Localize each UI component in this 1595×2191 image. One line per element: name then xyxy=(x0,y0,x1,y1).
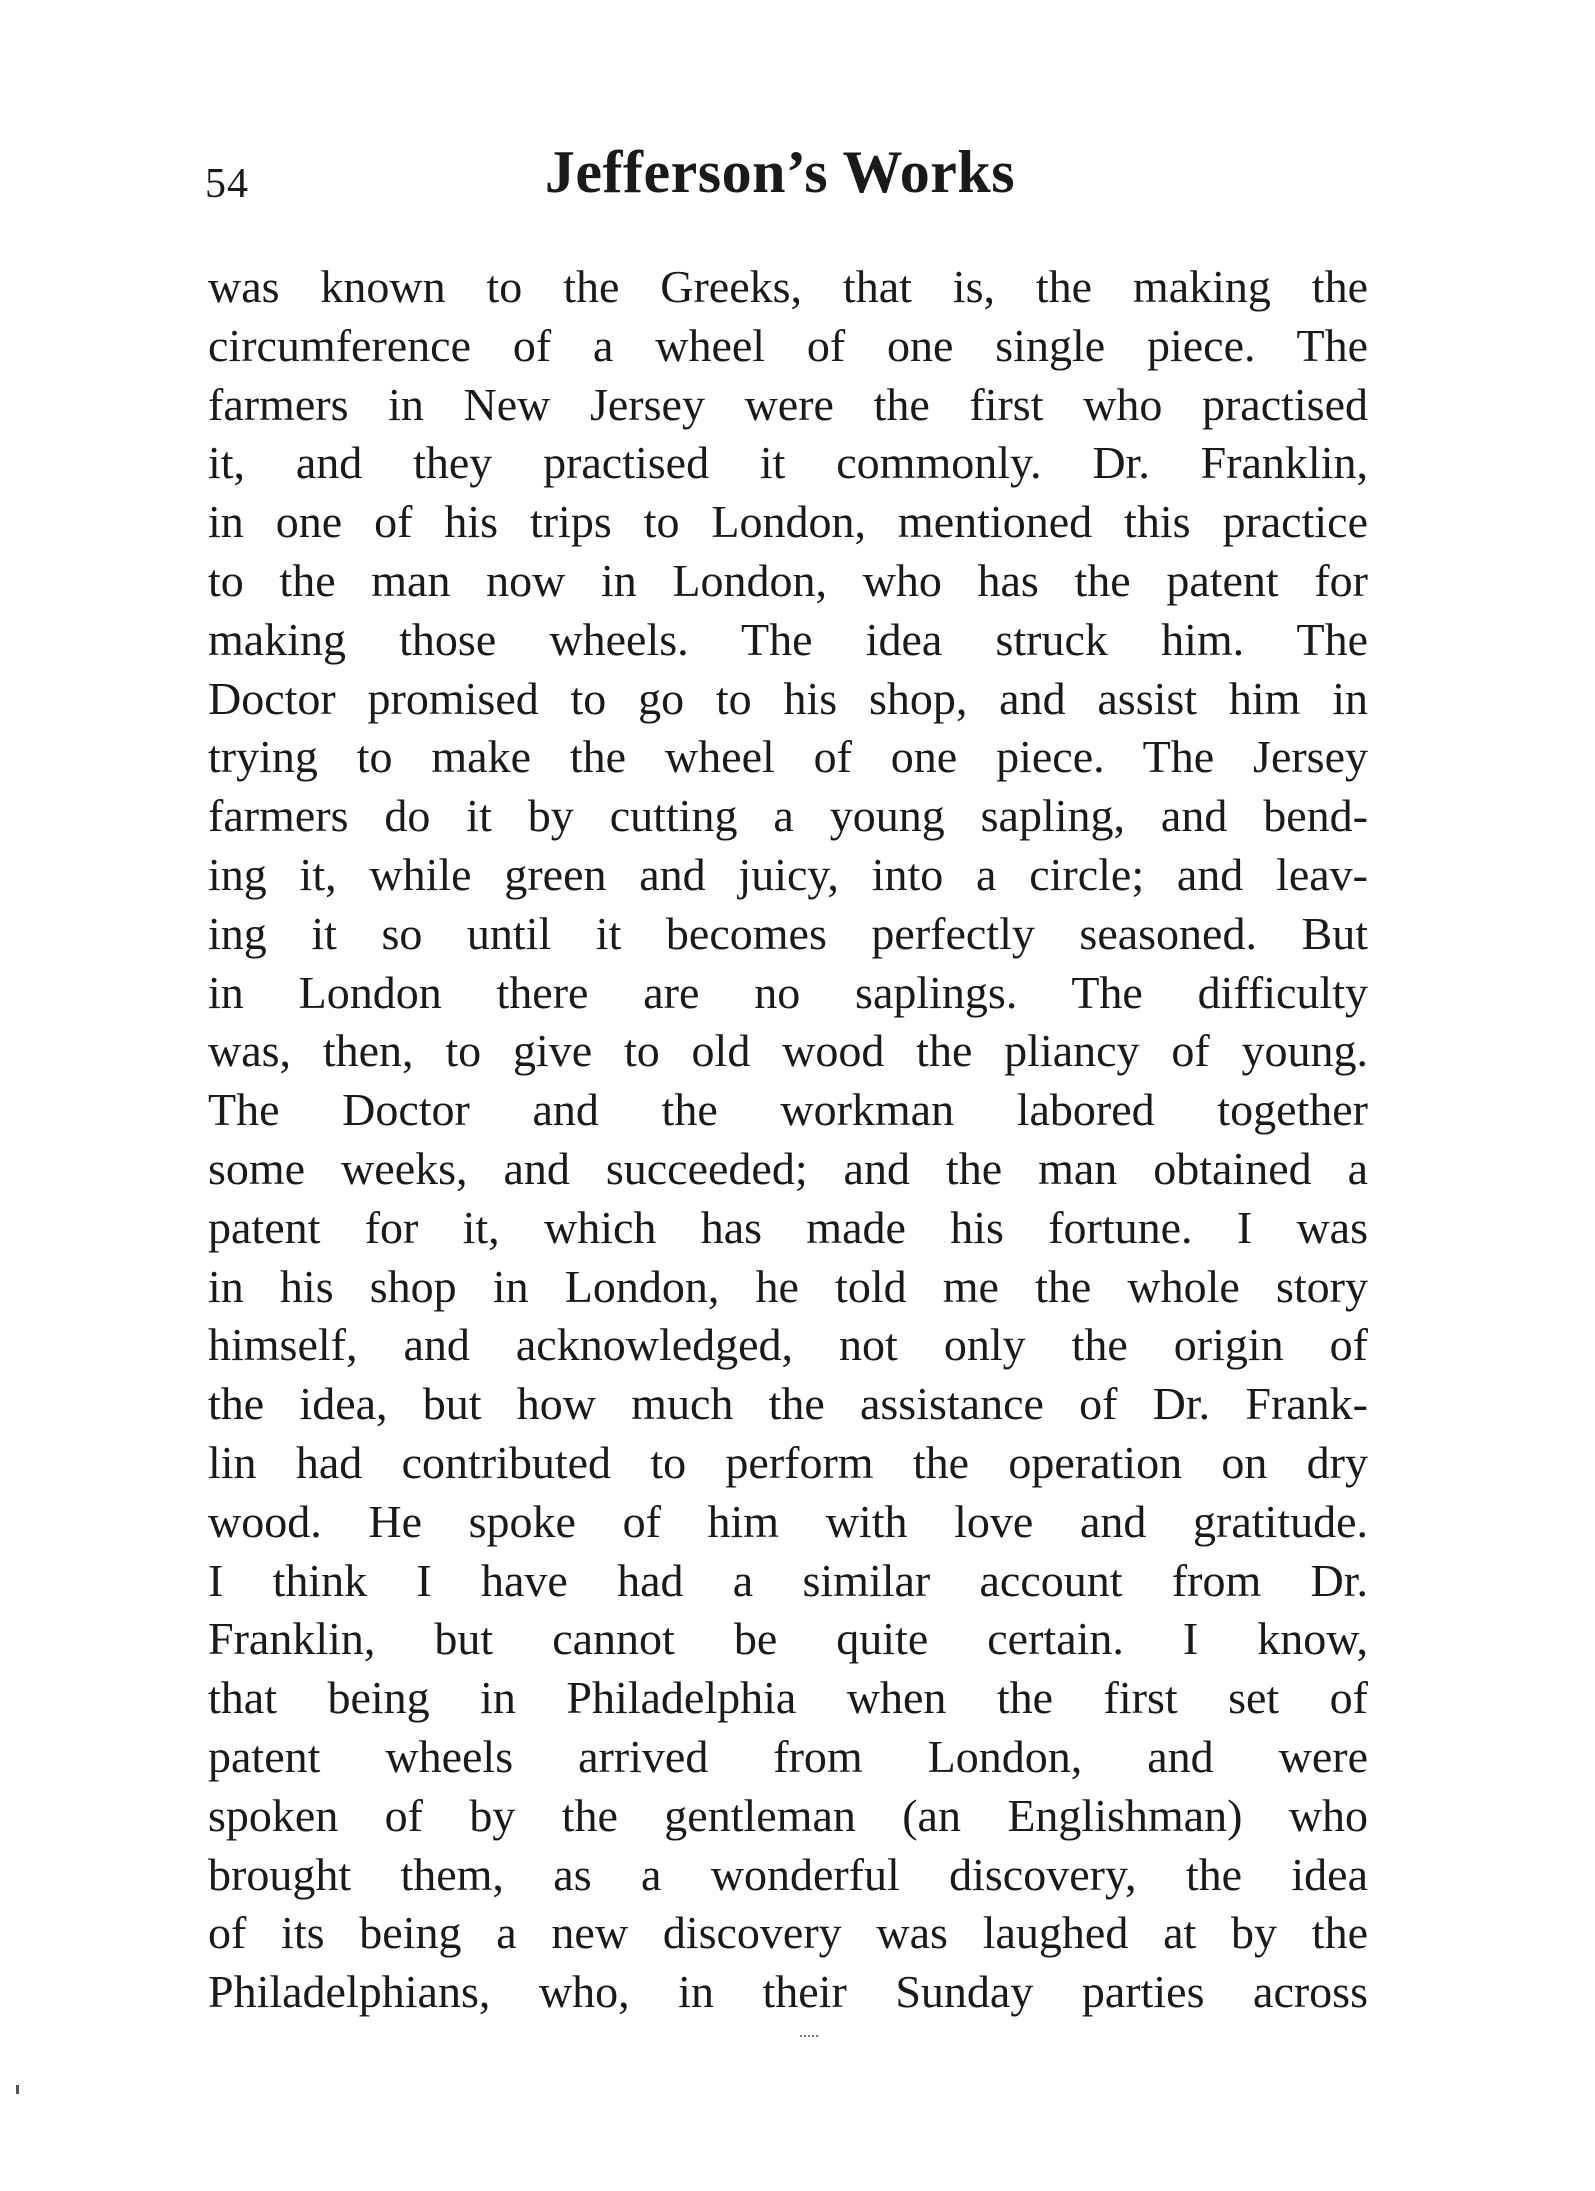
running-head xyxy=(205,138,1355,228)
text-line: in London there are no saplings. The difficulty xyxy=(208,966,1368,1018)
text-line: to the man now in London, who has the patent for xyxy=(208,554,1368,606)
text-line: The Doctor and the workman labored together xyxy=(208,1084,1368,1136)
text-line: farmers in New Jersey were the first who practised xyxy=(208,378,1368,430)
text-line: spoken of by the gentleman (an Englishman) who xyxy=(208,1789,1368,1841)
text-line: was known to the Greeks, that is, the making the xyxy=(208,261,1368,312)
text-line: some weeks, and succeeded; and the man obtained a xyxy=(208,1142,1368,1194)
text-line: Franklin, but cannot be quite certain. I know, xyxy=(208,1613,1368,1665)
text-line: farmers do it by cutting a young sapling, and bend- xyxy=(208,790,1368,842)
text-line: ing it, while green and juicy, into a circle; and leav- xyxy=(208,848,1368,900)
text-line: was, then, to give to old wood the pliancy of young. xyxy=(208,1025,1368,1077)
text-line: in his shop in London, he told me the whole story xyxy=(208,1260,1368,1312)
text-line: lin had contributed to perform the operation on dry xyxy=(208,1436,1368,1488)
page-number: 54 xyxy=(205,161,249,207)
text-line: that being in Philadelphia when the first set of xyxy=(208,1672,1368,1724)
text-line: wood. He spoke of him with love and gratitude. xyxy=(208,1495,1368,1547)
text-line: ing it so until it becomes perfectly seasoned. But xyxy=(208,907,1368,959)
text-line: patent for it, which has made his fortune. I was xyxy=(208,1201,1368,1253)
text-line: in one of his trips to London, mentioned this practice xyxy=(208,496,1368,548)
text-line: of its being a new discovery was laughed at by the xyxy=(208,1907,1368,1959)
body-text xyxy=(208,258,1368,2022)
text-line: himself, and acknowledged, not only the origin of xyxy=(208,1319,1368,1371)
text-line: the idea, but how much the assistance of Dr. Frank- xyxy=(208,1378,1368,1430)
text-line: brought them, as a wonderful discovery, the idea xyxy=(208,1848,1368,1900)
text-line: it, and they practised it commonly. Dr. Franklin, xyxy=(208,437,1368,489)
text-line: trying to make the wheel of one piece. The Jersey xyxy=(208,731,1368,783)
text-line: Doctor promised to go to his shop, and assist him in xyxy=(208,672,1368,724)
text-line: I think I have had a similar account from Dr. xyxy=(208,1554,1368,1606)
text-line: Philadelphians, who, in their Sunday parties across xyxy=(208,1966,1368,2018)
running-title: Jefferson’s Works xyxy=(544,139,1016,205)
text-line: patent wheels arrived from London, and were xyxy=(208,1730,1368,1782)
margin-speck xyxy=(16,2085,19,2094)
text-line: circumference of a wheel of one single piece. The xyxy=(208,319,1368,371)
text-line: making those wheels. The idea struck him. The xyxy=(208,613,1368,665)
stray-print-mark xyxy=(800,2035,818,2041)
